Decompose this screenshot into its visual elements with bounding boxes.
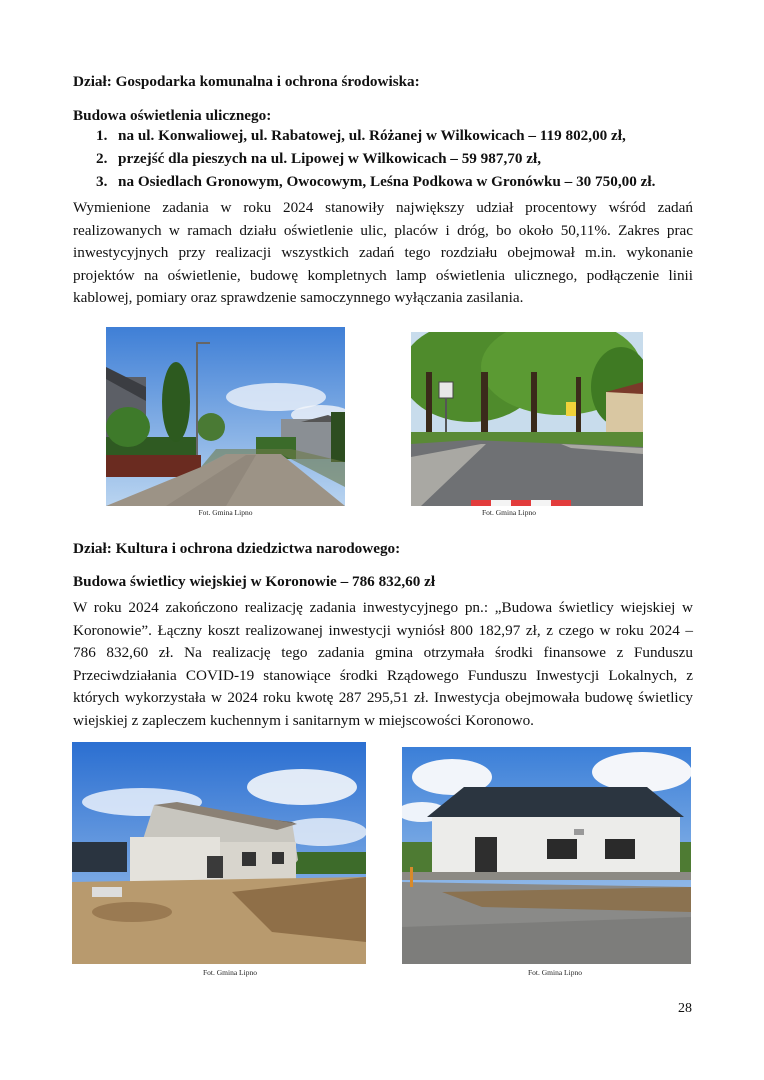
photo-road-street-lamp xyxy=(106,327,345,506)
section-heading-gospodarka: Dział: Gospodarka komunalna i ochrona środowiska: xyxy=(73,73,420,90)
page-number: 28 xyxy=(678,1001,692,1016)
photo-caption: Fot. Gmina Lipno xyxy=(198,508,253,517)
list-item: 1. na ul. Konwaliowej, ul. Rabatowej, ul. Różanej w Wilkowicach – 119 802,00 zł, xyxy=(96,127,626,144)
photo-caption: Fot. Gmina Lipno xyxy=(528,968,582,977)
photo-finished-building xyxy=(402,747,691,964)
paragraph-swietlica: W roku 2024 zakończono realizację zadania inwestycyjnego pn.: „Budowa świetlicy wiejskiej w Koronowie”. Łączny koszt realizowanej inwestycji wyniósł 800 182,97 zł, z czego w roku 2024 – 786 832,60 zł. Na realizację tego zadania gmina otrzymała środki finansowe z Funduszu Przeciwdziałania COVID-19 stanowiące środki Rządowego Funduszu Inwestycji Lokalnych, z których wykorzystała w 2024 roku kwotę 287 295,51 zł. Inwestycja obejmowała budowę świetlicy wiejskiej z zapleczem kuchennym i sanitarnym w miejscowości Koronowo. xyxy=(73,599,693,729)
photo-building-construction xyxy=(72,742,366,964)
investment-list xyxy=(96,124,655,193)
photo-caption: Fot. Gmina Lipno xyxy=(482,508,536,517)
paragraph-oswietlenie: Wymienione zadania w roku 2024 stanowiły największy udział procentowy wśród zadań realizowanych w ramach działu oświetlenie ulic, placów i dróg, bo około 50,11%. Zakres prac inwestycyjnych przy realizacji wszystkich zadań tego rozdziału obejmował m.in. wykonanie projektów na oświetlenie, budowę kompletnych lamp oświetlenia ulicznego, podłączenie linii kablowej, pomiary oraz sprawdzenie samoczynnego wyłączania zasilania. xyxy=(73,199,693,307)
section-heading-kultura: Dział: Kultura i ochrona dziedzictwa narodowego: xyxy=(73,540,401,557)
subheading-swietlica: Budowa świetlicy wiejskiej w Koronowie – 786 832,60 zł xyxy=(73,573,436,590)
photo-pedestrian-crossing xyxy=(411,332,643,506)
list-item: 2. przejść dla pieszych na ul. Lipowej w Wilkowicach – 59 987,70 zł, xyxy=(96,150,542,167)
subheading-oswietlenie: Budowa oświetlenia ulicznego: xyxy=(73,107,272,124)
photo-caption: Fot. Gmina Lipno xyxy=(203,968,257,977)
list-item: 3. na Osiedlach Gronowym, Owocowym, Leśna Podkowa w Gronówku – 30 750,00 zł. xyxy=(96,173,656,190)
